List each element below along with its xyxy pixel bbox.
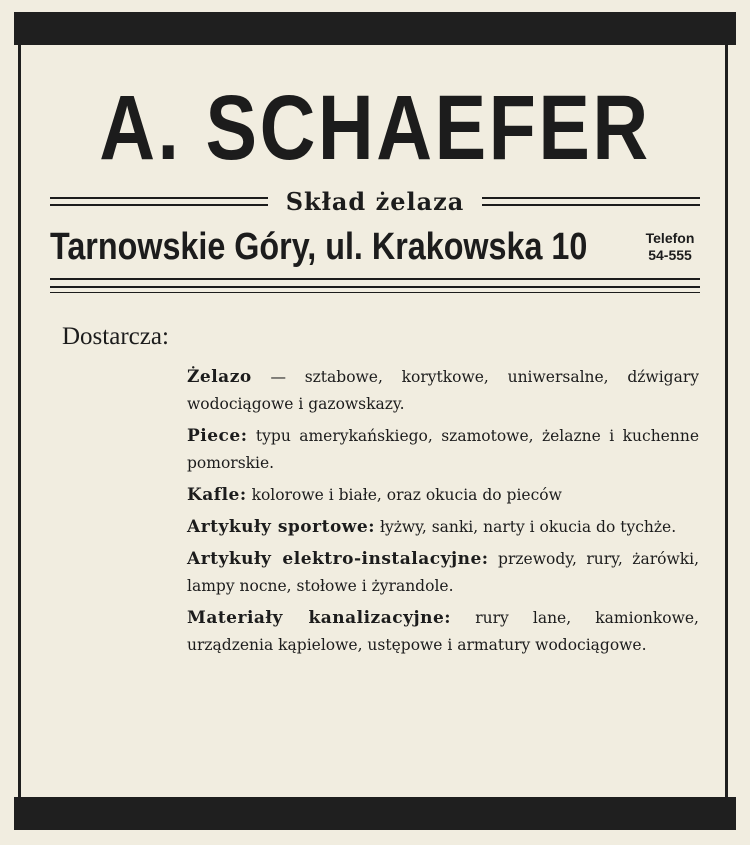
product-name: Artykuły sportowe: bbox=[187, 517, 376, 537]
product-description: łyżwy, sanki, narty i okucia do tychże. bbox=[375, 518, 677, 536]
address: Tarnowskie Góry, ul. Krakowska 10 bbox=[50, 226, 588, 268]
product-item-electrical bbox=[187, 546, 699, 600]
product-description: przewody, rury, żarówki, lampy nocne, stołowe i żyrandole. bbox=[187, 550, 699, 595]
subtitle-row bbox=[50, 184, 700, 218]
product-item-sewage bbox=[187, 605, 699, 659]
product-description: rury lane, kamionkowe, urządzenia kąpielowe, ustępowe i armatury wodociągowe. bbox=[187, 609, 699, 654]
product-description: kolorowe i białe, oraz okucia do pieców bbox=[246, 486, 562, 504]
product-name: Piece: bbox=[187, 426, 248, 446]
intro-text: Dostarcza: bbox=[62, 323, 169, 350]
company-name: A. SCHAEFER bbox=[99, 77, 651, 179]
product-item-tiles bbox=[187, 482, 699, 509]
phone-block bbox=[638, 230, 702, 264]
header-single-rule bbox=[50, 292, 700, 293]
product-item-stoves bbox=[187, 423, 699, 477]
product-description: — sztabowe, korytkowe, uniwersalne, dźwigary wodociągowe i gazowskazy. bbox=[187, 368, 699, 413]
product-name: Materiały kanalizacyjne: bbox=[187, 608, 452, 628]
bottom-border-bar bbox=[14, 797, 736, 830]
product-name: Żelazo bbox=[187, 367, 252, 387]
top-border-bar bbox=[14, 12, 736, 45]
business-type: Skład żelaza bbox=[285, 186, 465, 216]
product-item-sports bbox=[187, 514, 699, 541]
header-double-rule bbox=[50, 278, 700, 288]
phone-number: 54-555 bbox=[648, 247, 692, 263]
right-double-rule bbox=[482, 197, 700, 206]
product-item-iron bbox=[187, 364, 699, 418]
product-name: Artykuły elektro-instalacyjne: bbox=[187, 549, 489, 569]
left-double-rule bbox=[50, 197, 268, 206]
product-list bbox=[187, 364, 699, 664]
product-name: Kafle: bbox=[187, 485, 247, 505]
product-description: typu amerykańskiego, szamotowe, żelazne i kuchenne pomorskie. bbox=[187, 427, 699, 472]
phone-label: Telefon bbox=[645, 230, 695, 246]
